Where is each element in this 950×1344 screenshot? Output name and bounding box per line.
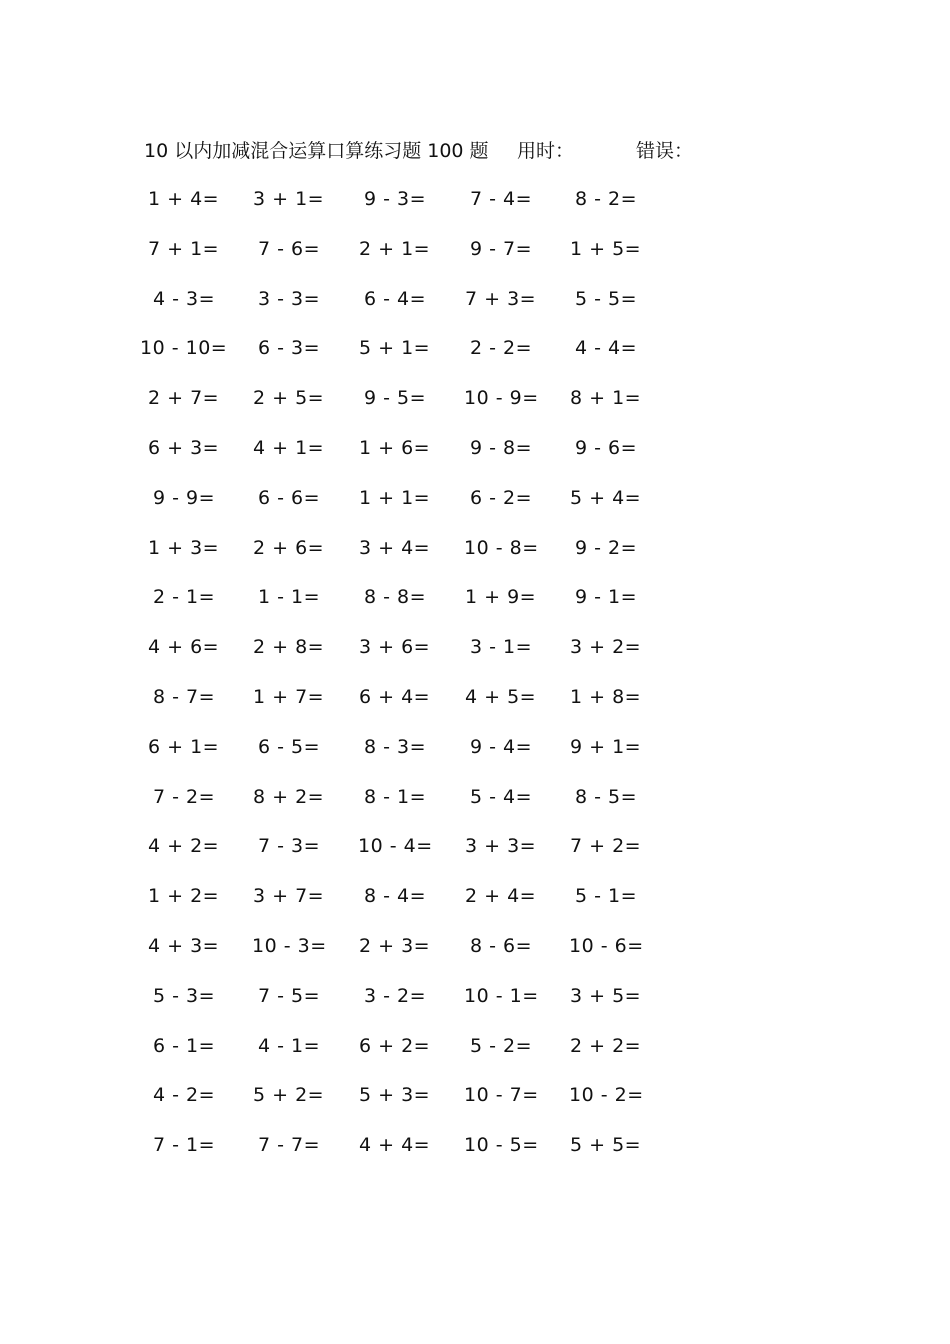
problem-cell: 1 + 6= — [359, 437, 431, 459]
problem-cell: 9 - 8= — [470, 437, 533, 459]
problem-cell: 2 + 6= — [253, 536, 325, 559]
problem-cell: 7 + 1= — [148, 237, 220, 260]
problem-cell: 5 - 5= — [575, 287, 638, 310]
problem-cell: 7 - 3= — [258, 835, 321, 858]
problem-cell: 3 + 6= — [359, 636, 431, 659]
problem-cell: 4 - 3= — [153, 287, 216, 310]
problem-cell: 8 + 2= — [253, 785, 325, 808]
problem-cell: 7 - 4= — [470, 188, 533, 210]
problem-cell: 7 - 7= — [258, 1134, 321, 1157]
problem-cell: 4 + 1= — [253, 437, 325, 459]
problem-cell: 9 - 7= — [470, 237, 533, 260]
problem-cell: 5 + 3= — [359, 1084, 431, 1107]
problem-cell: 2 + 5= — [253, 387, 325, 410]
problem-cell: 6 + 4= — [359, 686, 431, 708]
problem-cell: 5 + 2= — [253, 1084, 325, 1107]
problem-row — [0, 234, 950, 264]
problem-cell: 9 - 2= — [575, 536, 638, 559]
problem-row — [0, 732, 950, 762]
problem-cell: 10 - 2= — [569, 1084, 644, 1107]
problem-cell: 2 - 2= — [470, 337, 533, 360]
problem-cell: 3 + 5= — [570, 984, 642, 1007]
problem-cell: 2 - 1= — [153, 586, 216, 609]
problem-row — [0, 433, 950, 463]
problem-cell: 1 + 5= — [570, 237, 642, 260]
problem-row — [0, 333, 950, 363]
problem-cell: 3 - 3= — [258, 287, 321, 310]
problem-cell: 9 - 1= — [575, 586, 638, 609]
problem-cell: 8 - 7= — [153, 686, 216, 708]
problem-cell: 8 - 1= — [364, 785, 427, 808]
problem-cell: 5 - 4= — [470, 785, 533, 808]
problem-cell: 8 - 2= — [575, 188, 638, 210]
problem-row — [0, 981, 950, 1011]
problem-row — [0, 782, 950, 812]
problem-cell: 9 - 3= — [364, 188, 427, 210]
problem-cell: 8 + 1= — [570, 387, 642, 410]
problem-cell: 10 - 5= — [464, 1134, 539, 1157]
problem-cell: 3 + 3= — [465, 835, 537, 858]
errors-label: 错误： — [636, 140, 694, 162]
problem-cell: 4 - 1= — [258, 1034, 321, 1057]
problem-cell: 9 + 1= — [570, 735, 642, 758]
problem-cell: 4 - 2= — [153, 1084, 216, 1107]
problem-row — [0, 184, 950, 214]
problem-cell: 2 + 2= — [570, 1034, 642, 1057]
problem-cell: 5 - 1= — [575, 885, 638, 908]
problem-cell: 2 + 7= — [148, 387, 220, 410]
problem-cell: 1 + 8= — [570, 686, 642, 708]
problem-cell: 9 - 6= — [575, 437, 638, 459]
problem-cell: 9 - 9= — [153, 486, 216, 509]
problem-cell: 8 - 8= — [364, 586, 427, 609]
problem-cell: 7 - 5= — [258, 984, 321, 1007]
problem-row — [0, 284, 950, 314]
problem-row — [0, 483, 950, 513]
problem-cell: 6 + 3= — [148, 437, 220, 459]
problem-cell: 4 + 4= — [359, 1134, 431, 1157]
problem-cell: 8 - 3= — [364, 735, 427, 758]
problem-cell: 5 - 2= — [470, 1034, 533, 1057]
problem-cell: 2 + 4= — [465, 885, 537, 908]
problem-row — [0, 383, 950, 413]
problem-cell: 6 - 5= — [258, 735, 321, 758]
problem-cell: 2 + 1= — [359, 237, 431, 260]
problem-cell: 3 + 1= — [253, 188, 325, 210]
problem-row — [0, 931, 950, 961]
problem-cell: 9 - 4= — [470, 735, 533, 758]
problem-cell: 10 - 10= — [140, 337, 228, 360]
problem-cell: 3 + 7= — [253, 885, 325, 908]
problem-cell: 3 + 2= — [570, 636, 642, 659]
problem-cell: 7 + 3= — [465, 287, 537, 310]
problem-cell: 7 - 6= — [258, 237, 321, 260]
problem-cell: 6 - 6= — [258, 486, 321, 509]
problem-row — [0, 632, 950, 662]
problem-cell: 7 + 2= — [570, 835, 642, 858]
problem-cell: 1 - 1= — [258, 586, 321, 609]
problem-cell: 8 - 6= — [470, 935, 533, 957]
problem-cell: 1 + 7= — [253, 686, 325, 708]
problem-cell: 10 - 6= — [569, 935, 644, 957]
problem-cell: 4 + 6= — [148, 636, 220, 659]
problem-cell: 4 + 3= — [148, 935, 220, 957]
problem-cell: 1 + 9= — [465, 586, 537, 609]
problem-cell: 9 - 5= — [364, 387, 427, 410]
problem-cell: 6 - 1= — [153, 1034, 216, 1057]
problem-cell: 5 + 1= — [359, 337, 431, 360]
problem-cell: 4 + 5= — [465, 686, 537, 708]
problem-cell: 10 - 7= — [464, 1084, 539, 1107]
problem-cell: 3 - 1= — [470, 636, 533, 659]
problem-cell: 1 + 1= — [359, 486, 431, 509]
problem-cell: 10 - 8= — [464, 536, 539, 559]
problem-cell: 7 - 2= — [153, 785, 216, 808]
time-label: 用时： — [517, 140, 575, 162]
problem-cell: 2 + 8= — [253, 636, 325, 659]
problem-row — [0, 533, 950, 563]
problem-row — [0, 1080, 950, 1110]
problem-cell: 3 - 2= — [364, 984, 427, 1007]
problem-cell: 6 - 3= — [258, 337, 321, 360]
problem-cell: 10 - 9= — [464, 387, 539, 410]
problem-cell: 1 + 3= — [148, 536, 220, 559]
problem-cell: 6 - 2= — [470, 486, 533, 509]
problem-cell: 10 - 4= — [358, 835, 433, 858]
problem-cell: 8 - 5= — [575, 785, 638, 808]
problem-cell: 3 + 4= — [359, 536, 431, 559]
problem-cell: 4 + 2= — [148, 835, 220, 858]
problem-cell: 10 - 3= — [252, 935, 327, 957]
problem-cell: 6 + 2= — [359, 1034, 431, 1057]
problem-cell: 5 + 4= — [570, 486, 642, 509]
problem-cell: 1 + 2= — [148, 885, 220, 908]
problem-row — [0, 881, 950, 911]
problem-cell: 7 - 1= — [153, 1134, 216, 1157]
problem-row — [0, 682, 950, 712]
problem-cell: 2 + 3= — [359, 935, 431, 957]
problem-row — [0, 582, 950, 612]
problem-cell: 6 + 1= — [148, 735, 220, 758]
problem-cell: 4 - 4= — [575, 337, 638, 360]
problem-cell: 8 - 4= — [364, 885, 427, 908]
worksheet-title: 10 以内加减混合运算口算练习题 100 题 — [144, 140, 489, 162]
problem-row — [0, 1130, 950, 1160]
problem-cell: 1 + 4= — [148, 188, 220, 210]
problem-cell: 10 - 1= — [464, 984, 539, 1007]
problem-cell: 5 - 3= — [153, 984, 216, 1007]
problem-row — [0, 1031, 950, 1061]
problem-cell: 6 - 4= — [364, 287, 427, 310]
problem-cell: 5 + 5= — [570, 1134, 642, 1157]
problem-row — [0, 831, 950, 861]
